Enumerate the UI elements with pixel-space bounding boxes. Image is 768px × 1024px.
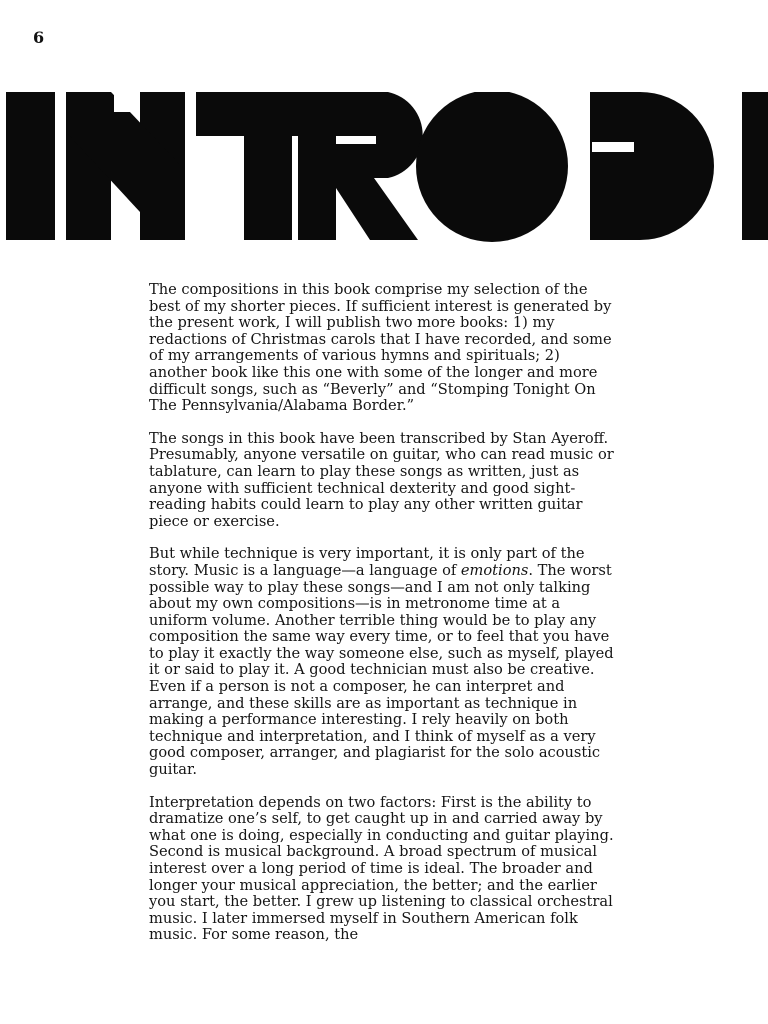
body-text (149, 282, 619, 960)
paragraph-text: But while technique is very important, it is only part of the story. Music is a language—a language of (149, 545, 585, 579)
paragraph (149, 431, 619, 531)
paragraph-text: The songs in this book have been transcribed by Stan Ayeroff. Presumably, anyone versatile on guitar, who can read music or tablature, can learn to play these songs as written, just as anyone with sufficient technical dexterity and good sight-reading habits could learn to play any other written guitar piece or exercise. (149, 429, 614, 530)
page-number: 6 (33, 28, 45, 47)
paragraph (149, 282, 619, 415)
chapter-title-banner (0, 92, 768, 242)
paragraph (149, 546, 619, 778)
paragraph-text: . The worst possible way to play these songs—and I am not only talking about my own compositions—is in metronome time at a uniform volume. Another terrible thing would be to play any composition the same way every time, or to feel that you have to play it exactly the way someone else, such as myself, played it or said to play it. A good technician must also be creative. Even if a person is not a composer, he can interpret and arrange, and these skills are as important as technique in making a performance interesting. I rely heavily on both technique and interpretation, and I think of myself as a very good composer, arranger, and plagiarist for the solo acoustic guitar. (149, 561, 614, 779)
emphasis-text: emotions (460, 561, 529, 579)
paragraph-text: Interpretation depends on two factors: First is the ability to dramatize one’s self, to get caught up in and carried away by what one is doing, especially in conducting and guitar playing. Second is musical background. A broad spectrum of musical interest over a long period of time is ideal. The broader and longer your musical appreciation, the better; and the earlier you start, the better. I grew up listening to classical orchestral music. I later immersed myself in Southern American folk music. For some reason, the (149, 793, 614, 944)
paragraph-text: The compositions in this book comprise my selection of the best of my shorter pieces. If sufficient interest is generated by the present work, I will publish two more books: 1) my redactions of Christmas carols that I have recorded, and some of my arrangements of various hymns and spirituals; 2) another book like this one with some of the longer and more difficult songs, such as “Beverly” and “Stomping Tonight On The Pennsylvania/Alabama Border.” (149, 281, 612, 415)
paragraph (149, 795, 619, 944)
chapter-title-graphic (0, 92, 768, 242)
